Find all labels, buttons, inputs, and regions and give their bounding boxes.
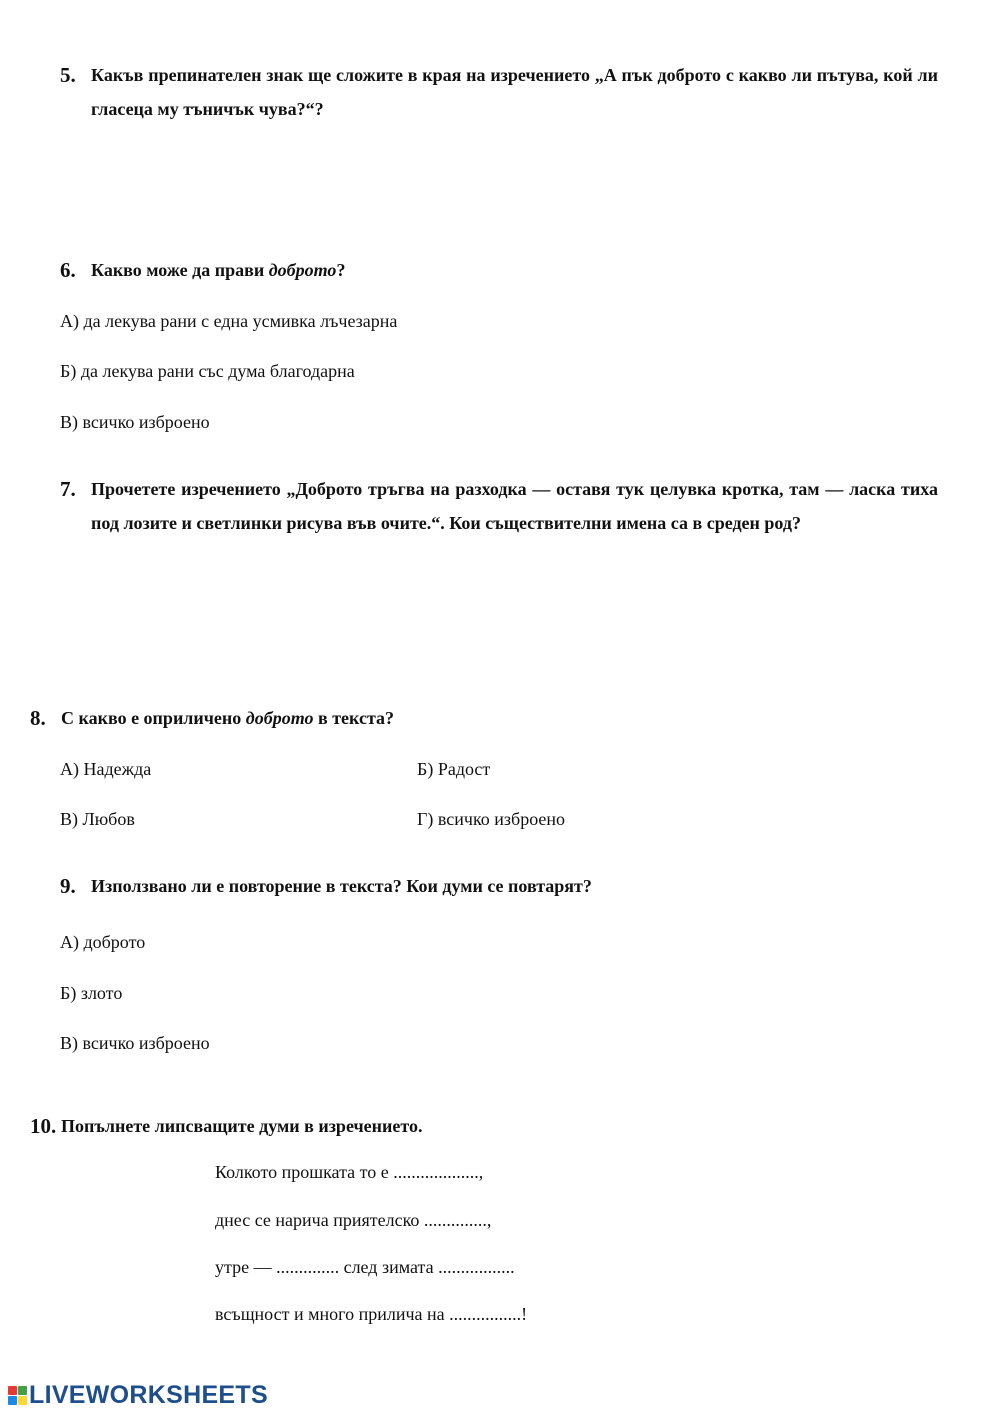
question-8-option-c: В) Любов: [60, 809, 135, 829]
question-9-number: 9.: [60, 874, 76, 898]
question-9-option-c: В) всичко изброено: [60, 1033, 210, 1053]
question-8-option-d: Г) всичко изброено: [417, 809, 566, 829]
question-9-text: Използвано ли е повторение в текста? Кои думи се повтарят?: [91, 876, 592, 896]
question-8: [30, 701, 938, 735]
question-10-number: 10.: [30, 1114, 57, 1138]
question-5-text: Какъв препинателен знак ще сложите в края на изречението „А пък доброто с какво ли пътува, кой ли гласеца му тъничък чува?“?: [91, 65, 938, 119]
question-9-option-a: А) доброто: [60, 932, 146, 952]
question-6-option-a: А) да лекува рани с една усмивка лъчезарна: [60, 311, 398, 331]
question-7-text: Прочетете изречението „Доброто тръгва на разходка — оставя тук целувка кротка, там — ласка тиха под лозите и светлинки рисува във очите.“. Кои съществителни имена са в среден род?: [91, 479, 938, 533]
logo-cubes-icon: [8, 1386, 27, 1405]
question-8-number: 8.: [30, 706, 46, 730]
question-9: [60, 869, 938, 903]
question-7-number: 7.: [60, 477, 76, 501]
question-5-number: 5.: [60, 63, 76, 87]
liveworksheets-logo: [8, 1380, 268, 1410]
question-8-option-b: Б) Радост: [417, 759, 491, 779]
fill-line-2[interactable]: днес се нарича приятелско ..............,: [215, 1210, 492, 1230]
question-7: [60, 472, 938, 540]
fill-line-3[interactable]: утре — .............. след зимата .................: [215, 1257, 515, 1277]
question-9-option-b: Б) злото: [60, 983, 123, 1003]
logo-cube-2: [18, 1386, 27, 1395]
logo-cube-3: [8, 1396, 17, 1405]
question-6-number: 6.: [60, 258, 76, 282]
question-10: [30, 1109, 938, 1143]
logo-cube-4: [18, 1396, 27, 1405]
question-10-text: Попълнете липсващите думи в изречението.: [61, 1116, 423, 1136]
logo-cube-1: [8, 1386, 17, 1395]
fill-line-1[interactable]: Колкото прошката то е ...................,: [215, 1162, 484, 1182]
fill-line-4[interactable]: всъщност и много прилича на ................!: [215, 1304, 528, 1324]
question-8-text: С какво е оприличено доброто в текста?: [61, 708, 395, 728]
question-6-text: Какво може да прави доброто?: [91, 260, 346, 280]
logo-text: LIVEWORKSHEETS: [29, 1380, 268, 1409]
question-6-option-c: В) всичко изброено: [60, 412, 210, 432]
question-6: [60, 253, 938, 287]
question-5: [60, 58, 938, 126]
question-6-option-b: Б) да лекува рани със дума благодарна: [60, 361, 355, 381]
question-8-option-a: А) Надежда: [60, 759, 152, 779]
